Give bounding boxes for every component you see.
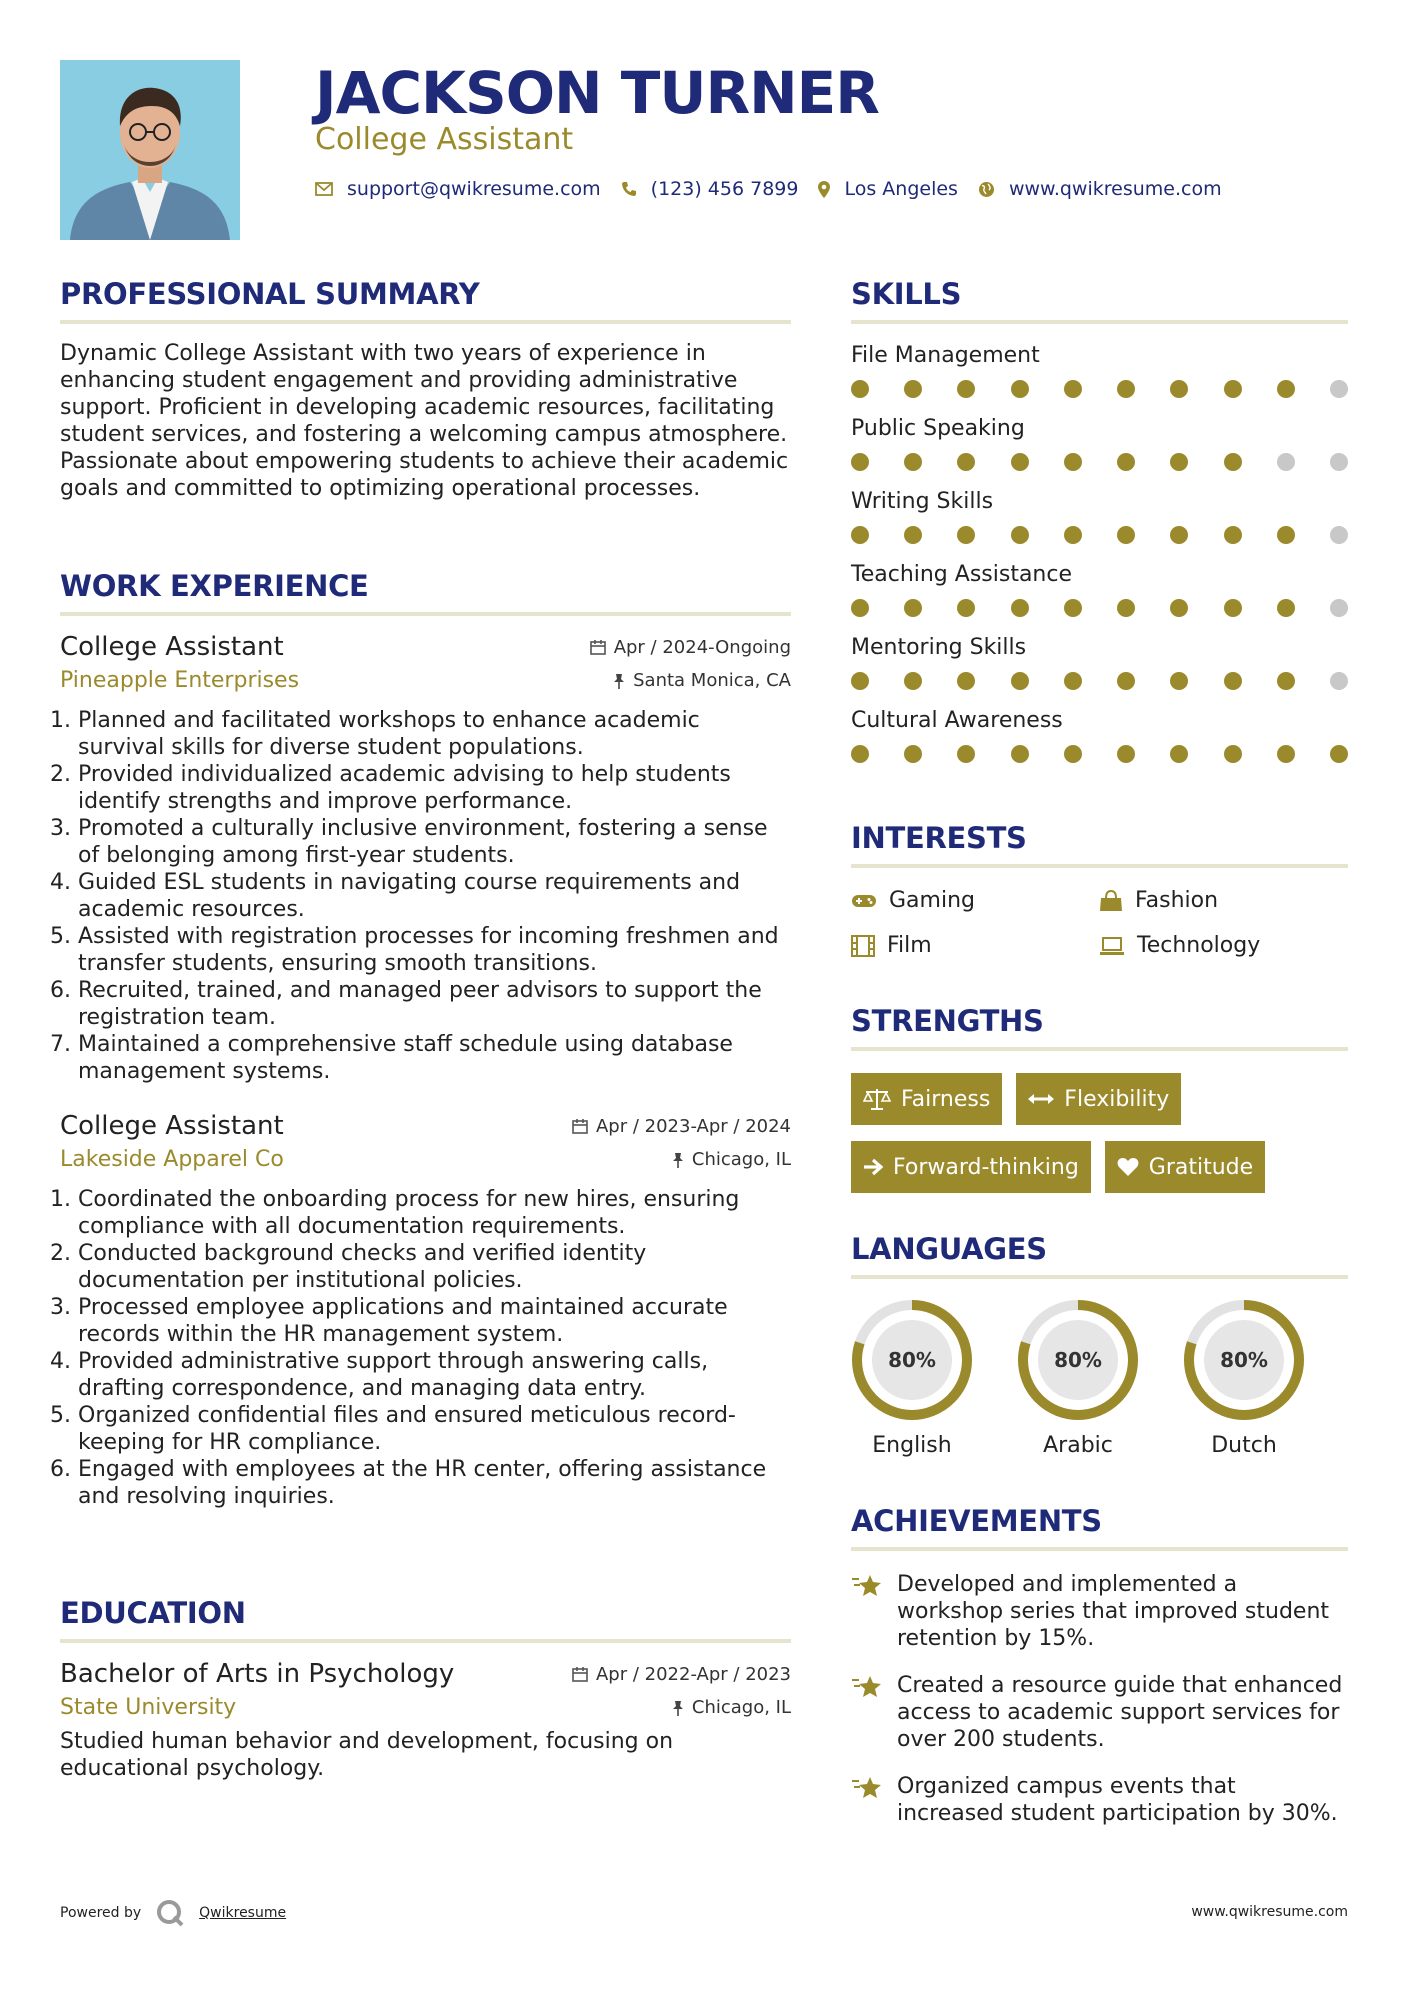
- rating-dot-filled: [1277, 672, 1295, 690]
- achievement-item: [851, 1672, 1348, 1753]
- job-location-text: Chicago, IL: [691, 1149, 791, 1170]
- section-divider: [851, 320, 1348, 324]
- skill-rating: [851, 745, 1348, 763]
- job-dates-text: Apr / 2023-Apr / 2024: [595, 1115, 791, 1137]
- interest-item: [851, 888, 1099, 913]
- rating-dot-filled: [1224, 380, 1242, 398]
- rating-dot-empty: [1330, 599, 1348, 617]
- duty-item: 5. Organized confidential files and ensured meticulous record-keeping for HR compliance.: [78, 1402, 791, 1456]
- phone-text[interactable]: (123) 456 7899: [650, 178, 799, 200]
- interest-item: [1099, 888, 1347, 913]
- language-ring: [1183, 1299, 1305, 1421]
- footer-site[interactable]: www.qwikresume.com: [1191, 1904, 1348, 1920]
- language-percent: 80%: [888, 1348, 936, 1372]
- skill-rating: [851, 380, 1348, 398]
- achievements-heading: ACHIEVEMENTS: [851, 1504, 1102, 1538]
- rating-dot-filled: [1011, 599, 1029, 617]
- language-name: Arabic: [1043, 1433, 1113, 1458]
- email-text[interactable]: support@qwikresume.com: [347, 178, 601, 200]
- achievement-text: Developed and implemented a workshop series that improved student retention by 15%.: [897, 1572, 1330, 1651]
- interest-label: Film: [887, 933, 932, 958]
- strength-label: Forward-thinking: [893, 1154, 1079, 1180]
- language-item: [851, 1299, 973, 1458]
- star-icon: [851, 1674, 883, 1700]
- rating-dot-filled: [1170, 599, 1188, 617]
- rating-dot-filled: [957, 380, 975, 398]
- rating-dot-filled: [1117, 453, 1135, 471]
- contact-website[interactable]: [978, 178, 1222, 200]
- section-divider: [60, 320, 791, 324]
- achievement-text: Organized campus events that increased student participation by 30%.: [897, 1774, 1338, 1826]
- envelope-icon: [315, 182, 333, 196]
- rating-dot-filled: [851, 745, 869, 763]
- website-text[interactable]: www.qwikresume.com: [1008, 178, 1222, 200]
- rating-dot-filled: [957, 672, 975, 690]
- strengths-section: [851, 1003, 1348, 1193]
- section-divider: [60, 612, 791, 616]
- laptop-icon: [1099, 936, 1125, 956]
- contact-email[interactable]: [315, 178, 601, 200]
- skill-rating: [851, 526, 1348, 544]
- job-duties: [60, 1186, 791, 1510]
- rating-dot-filled: [1064, 380, 1082, 398]
- duty-item: 6. Recruited, trained, and managed peer advisors to support the registration team.: [78, 977, 791, 1031]
- education-heading: EDUCATION: [60, 1596, 246, 1630]
- duty-item: 4. Provided administrative support through answering calls, drafting correspondence, and managing data entry.: [78, 1348, 791, 1402]
- rating-dot-filled: [1011, 453, 1029, 471]
- skill-name: File Management: [851, 343, 1040, 368]
- rating-dot-filled: [904, 745, 922, 763]
- brand-link[interactable]: Qwikresume: [199, 1905, 287, 1921]
- calendar-icon: [590, 639, 606, 655]
- rating-dot-filled: [957, 526, 975, 544]
- pin-icon: [613, 673, 625, 689]
- job-entry: [60, 1111, 791, 1510]
- duty-item: 5. Assisted with registration processes for incoming freshmen and transfer students, ensuring smooth transitions.: [78, 923, 791, 977]
- rating-dot-filled: [851, 599, 869, 617]
- strength-tags: [851, 1073, 1348, 1193]
- job-title: College Assistant: [60, 1111, 284, 1141]
- strength-tag: [851, 1073, 1002, 1125]
- star-icon: [851, 1775, 883, 1801]
- experience-heading: WORK EXPERIENCE: [60, 569, 369, 603]
- rating-dot-empty: [1330, 453, 1348, 471]
- job-dates: [590, 637, 791, 658]
- job-title: College Assistant: [60, 632, 284, 662]
- skill-name: Writing Skills: [851, 489, 994, 514]
- school-name: State University: [60, 1695, 237, 1720]
- duty-item: 7. Maintained a comprehensive staff schedule using database management systems.: [78, 1031, 791, 1085]
- rating-dot-filled: [904, 380, 922, 398]
- rating-dot-empty: [1330, 672, 1348, 690]
- profile-photo: [60, 60, 240, 240]
- rating-dot-filled: [851, 526, 869, 544]
- rating-dot-filled: [1064, 453, 1082, 471]
- rating-dot-filled: [1224, 599, 1242, 617]
- contact-phone[interactable]: [621, 178, 799, 200]
- strength-tag: [1016, 1073, 1181, 1125]
- footer-powered-by: [60, 1898, 286, 1928]
- skills-heading: SKILLS: [851, 277, 962, 311]
- summary-heading: PROFESSIONAL SUMMARY: [60, 277, 480, 311]
- job-entry: [60, 632, 791, 1085]
- rating-dot-filled: [904, 599, 922, 617]
- summary-text: Dynamic College Assistant with two years of experience in enhancing student engagement and providing administrative support. Proficient in developing academic resources, facilitating student services, and fostering a welcoming campus atmosphere. Passionate about empowering students to achieve their academic goals and committed to optimizing operational processes.: [60, 341, 789, 501]
- interests-grid: [851, 888, 1348, 958]
- duty-item: 3. Promoted a culturally inclusive environment, fostering a sense of belonging among first-year students.: [78, 815, 791, 869]
- contact-bar: [315, 178, 1242, 200]
- rating-dot-filled: [957, 745, 975, 763]
- rating-dot-filled: [1064, 672, 1082, 690]
- rating-dot-empty: [1277, 453, 1295, 471]
- rating-dot-filled: [1170, 380, 1188, 398]
- section-divider: [851, 1047, 1348, 1051]
- language-list: [851, 1299, 1348, 1458]
- rating-dot-filled: [851, 453, 869, 471]
- arrow-right-icon: [863, 1158, 883, 1176]
- strength-tag: [1105, 1141, 1265, 1193]
- rating-dot-filled: [1011, 672, 1029, 690]
- globe-icon: [978, 181, 995, 198]
- summary-section: [60, 276, 791, 502]
- heart-icon: [1117, 1157, 1139, 1177]
- rating-dot-filled: [1117, 526, 1135, 544]
- interest-label: Fashion: [1135, 888, 1219, 913]
- skills-section: [851, 276, 1348, 780]
- rating-dot-filled: [1224, 672, 1242, 690]
- section-divider: [60, 1639, 791, 1643]
- scale-icon: [863, 1088, 891, 1110]
- strength-label: Flexibility: [1064, 1086, 1170, 1112]
- rating-dot-filled: [1064, 599, 1082, 617]
- rating-dot-filled: [1064, 526, 1082, 544]
- rating-dot-filled: [957, 453, 975, 471]
- rating-dot-filled: [904, 672, 922, 690]
- rating-dot-filled: [1170, 526, 1188, 544]
- education-section: [60, 1595, 791, 1782]
- rating-dot-filled: [1011, 526, 1029, 544]
- language-name: Dutch: [1211, 1433, 1277, 1458]
- bag-icon: [1099, 890, 1123, 912]
- powered-by-label: Powered by: [60, 1905, 142, 1921]
- duty-item: 3. Processed employee applications and maintained accurate records within the HR management system.: [78, 1294, 791, 1348]
- rating-dot-filled: [1277, 526, 1295, 544]
- arrows-h-icon: [1028, 1092, 1054, 1106]
- language-item: [1183, 1299, 1305, 1458]
- rating-dot-empty: [1330, 380, 1348, 398]
- interests-section: [851, 820, 1348, 958]
- duty-item: 2. Conducted background checks and verified identity documentation per institutional policies.: [78, 1240, 791, 1294]
- pin-icon: [672, 1152, 684, 1168]
- skill-name: Teaching Assistance: [851, 562, 1072, 587]
- education-location: [672, 1697, 791, 1718]
- job-company: Lakeside Apparel Co: [60, 1147, 284, 1172]
- languages-section: [851, 1231, 1348, 1458]
- job-location: [672, 1149, 791, 1170]
- strengths-heading: STRENGTHS: [851, 1004, 1044, 1038]
- language-item: [1017, 1299, 1139, 1458]
- rating-dot-filled: [1277, 745, 1295, 763]
- person-photo-icon: [60, 60, 240, 240]
- calendar-icon: [572, 1666, 588, 1682]
- skill-name: Public Speaking: [851, 416, 1025, 441]
- rating-dot-empty: [1330, 526, 1348, 544]
- rating-dot-filled: [1117, 380, 1135, 398]
- interest-item: [851, 933, 1099, 958]
- duty-item: 1. Planned and facilitated workshops to enhance academic survival skills for diverse student populations.: [78, 707, 791, 761]
- skill-rating: [851, 453, 1348, 471]
- rating-dot-filled: [851, 672, 869, 690]
- rating-dot-filled: [1170, 745, 1188, 763]
- rating-dot-filled: [904, 526, 922, 544]
- rating-dot-filled: [1064, 745, 1082, 763]
- achievements-section: [851, 1503, 1348, 1827]
- achievement-text: Created a resource guide that enhanced access to academic support services for over 200 students.: [897, 1673, 1343, 1752]
- star-icon: [851, 1573, 883, 1599]
- achievement-item: [851, 1571, 1348, 1652]
- rating-dot-filled: [1011, 745, 1029, 763]
- language-name: English: [872, 1433, 952, 1458]
- duty-item: 6. Engaged with employees at the HR center, offering assistance and resolving inquiries.: [78, 1456, 791, 1510]
- rating-dot-filled: [1117, 672, 1135, 690]
- experience-section: [60, 568, 791, 1510]
- job-company: Pineapple Enterprises: [60, 668, 300, 693]
- qwikresume-logo-icon: [155, 1898, 185, 1928]
- strength-label: Gratitude: [1148, 1154, 1254, 1180]
- contact-location: [818, 178, 957, 200]
- rating-dot-filled: [1170, 672, 1188, 690]
- duty-item: 4. Guided ESL students in navigating course requirements and academic resources.: [78, 869, 791, 923]
- job-dates: [572, 1116, 791, 1137]
- achievement-item: [851, 1773, 1348, 1827]
- pin-icon: [672, 1700, 684, 1716]
- map-pin-icon: [818, 181, 830, 198]
- rating-dot-filled: [1277, 380, 1295, 398]
- education-location-text: Chicago, IL: [691, 1697, 791, 1718]
- location-text: Los Angeles: [844, 178, 958, 200]
- rating-dot-filled: [1224, 453, 1242, 471]
- language-ring: [851, 1299, 973, 1421]
- rating-dot-filled: [1330, 745, 1348, 763]
- skill-name: Cultural Awareness: [851, 708, 1063, 733]
- candidate-name: JACKSON TURNER: [315, 59, 879, 127]
- rating-dot-filled: [1224, 745, 1242, 763]
- job-location-text: Santa Monica, CA: [633, 670, 791, 691]
- rating-dot-filled: [851, 380, 869, 398]
- rating-dot-filled: [1117, 599, 1135, 617]
- degree-title: Bachelor of Arts in Psychology: [60, 1659, 455, 1689]
- interest-label: Gaming: [889, 888, 975, 913]
- languages-heading: LANGUAGES: [851, 1232, 1047, 1266]
- education-dates: [572, 1664, 791, 1685]
- section-divider: [851, 1275, 1348, 1279]
- gamepad-icon: [851, 893, 877, 909]
- strength-label: Fairness: [901, 1086, 991, 1112]
- film-icon: [851, 935, 875, 957]
- candidate-role: College Assistant: [315, 122, 574, 157]
- job-location: [613, 670, 791, 691]
- interests-heading: INTERESTS: [851, 821, 1027, 855]
- education-dates-text: Apr / 2022-Apr / 2023: [595, 1663, 791, 1685]
- rating-dot-filled: [1277, 599, 1295, 617]
- rating-dot-filled: [1170, 453, 1188, 471]
- interest-item: [1099, 933, 1347, 958]
- job-dates-text: Apr / 2024-Ongoing: [613, 636, 791, 658]
- language-percent: 80%: [1054, 1348, 1102, 1372]
- rating-dot-filled: [904, 453, 922, 471]
- rating-dot-filled: [1117, 745, 1135, 763]
- job-duties: [60, 707, 791, 1085]
- skill-rating: [851, 599, 1348, 617]
- skill-name: Mentoring Skills: [851, 635, 1027, 660]
- duty-item: 1. Coordinated the onboarding process for new hires, ensuring compliance with all documentation requirements.: [78, 1186, 791, 1240]
- duty-item: 2. Provided individualized academic advising to help students identify strengths and improve performance.: [78, 761, 791, 815]
- rating-dot-filled: [1011, 380, 1029, 398]
- rating-dot-filled: [1224, 526, 1242, 544]
- language-ring: [1017, 1299, 1139, 1421]
- calendar-icon: [572, 1118, 588, 1134]
- interest-label: Technology: [1137, 933, 1261, 958]
- skills-list: [851, 342, 1348, 763]
- skill-rating: [851, 672, 1348, 690]
- strength-tag: [851, 1141, 1091, 1193]
- language-percent: 80%: [1220, 1348, 1268, 1372]
- section-divider: [851, 1547, 1348, 1551]
- section-divider: [851, 864, 1348, 868]
- education-description: Studied human behavior and development, focusing on educational psychology.: [60, 1729, 674, 1781]
- rating-dot-filled: [957, 599, 975, 617]
- phone-icon: [621, 181, 637, 197]
